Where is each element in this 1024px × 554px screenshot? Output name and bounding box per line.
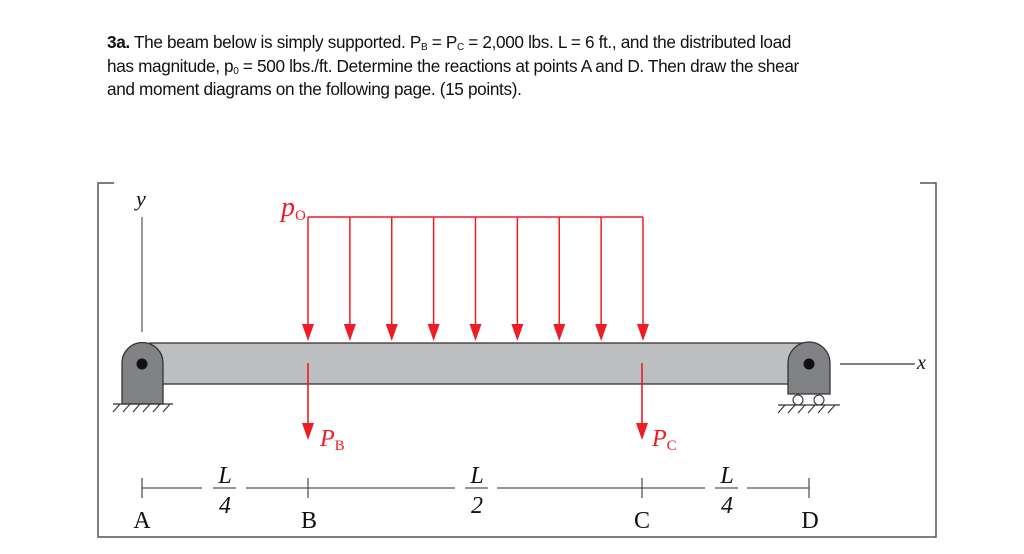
arrow-down-icon: [302, 324, 314, 341]
distributed-load: [302, 217, 649, 341]
problem-line-2: has magnitude, $p_0 = 500$ lbs./ft. Determine the reactions at points A and D. Then draw the shear: [107, 55, 799, 77]
point-label-b: B: [300, 508, 318, 534]
svg-text:PB: PB: [320, 426, 345, 454]
x-axis-label: x: [917, 352, 926, 374]
arrow-down-icon: [344, 324, 356, 341]
arrow-down-icon: [637, 324, 649, 341]
problem-line-1: 3a. The beam below is simply supported. $P_B = P_C = 2,000$ lbs. L = 6 ft., and the distributed load: [107, 32, 791, 53]
arrow-down-icon: [595, 324, 607, 341]
svg-text:PC: PC: [652, 426, 677, 454]
arrow-down-icon: [302, 423, 314, 440]
dim-ab-denominator: 4: [219, 493, 231, 519]
arrow-down-icon: [386, 324, 398, 341]
beam: [150, 343, 810, 384]
arrow-down-icon: [553, 324, 565, 341]
roller-wheel-icon: [814, 395, 824, 405]
point-label-a: A: [133, 508, 151, 534]
pin-icon: [137, 359, 148, 370]
arrow-down-icon: [636, 423, 648, 440]
arrow-down-icon: [470, 324, 482, 341]
dim-bc-denominator: 2: [471, 493, 483, 519]
distributed-load-arrows: [302, 217, 649, 341]
dim-cd-denominator: 4: [721, 493, 733, 519]
distributed-load-label: pO: [281, 192, 306, 224]
y-axis-label: y: [136, 186, 146, 211]
pin-icon: [804, 359, 815, 370]
problem-line-3: and moment diagrams on the following page. (15 points).: [107, 79, 522, 99]
dim-cd-numerator: L: [720, 463, 734, 489]
dim-ab-numerator: L: [218, 463, 232, 489]
arrow-down-icon: [428, 324, 440, 341]
point-label-d: D: [801, 508, 819, 534]
point-label-c: C: [633, 508, 651, 534]
problem-number: 3a.: [107, 32, 130, 52]
roller-wheel-icon: [793, 395, 803, 405]
arrow-down-icon: [511, 324, 523, 341]
dim-bc-numerator: L: [470, 463, 484, 489]
